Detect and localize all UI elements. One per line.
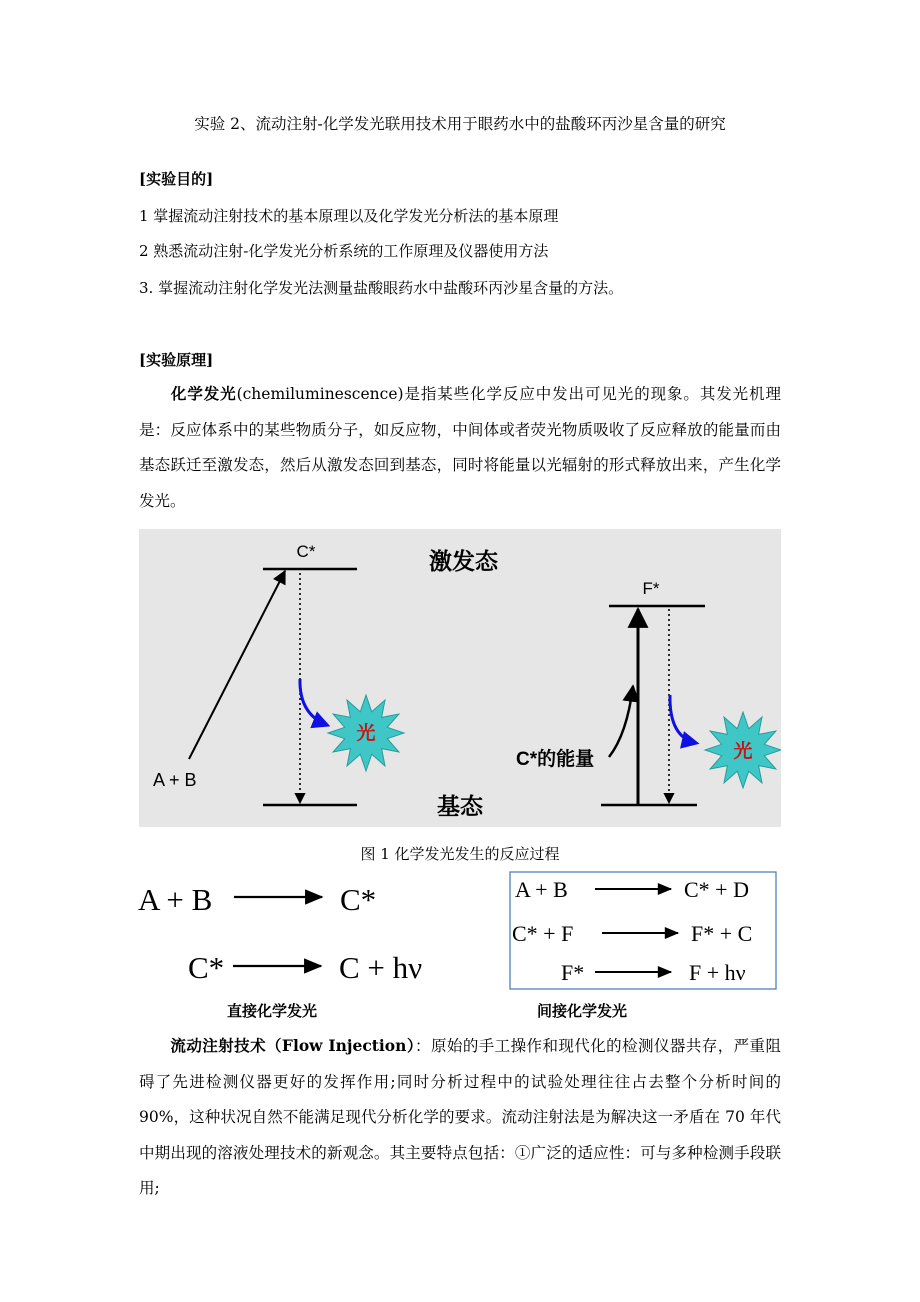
direct-cl-equations [132,866,462,988]
chemiluminescence-diagram [139,529,781,827]
flow-injection-term: 流动注射技术（Flow Injection） [170,1036,416,1055]
flow-injection-paragraph [139,1028,781,1207]
c-star-label: C* [296,542,316,561]
purpose-item-1: 1 掌握流动注射技术的基本原理以及化学发光分析法的基本原理 [139,207,559,225]
c-energy-label: C*的能量 [516,749,595,770]
indirect-cl-equations [509,871,778,991]
ab-label: A + B [153,770,197,790]
excited-state-label: 激发态 [429,549,498,574]
purpose-item-2: 2 熟悉流动注射-化学发光分析系统的工作原理及仪器使用方法 [139,242,549,260]
cl-text: (chemiluminescence)是指某些化学反应中发出可见光的现象。其发光机理是：反应体系中的某些物质分子，如反应物，中间体或者荧光物质吸收了反应释放的能量而由基态跃迁至激发态，然后从激发态回到基态，同时将能量以光辐射的形式释放出来，产生化学发光。 [139,385,781,510]
principle-paragraph [139,376,781,519]
cl-term: 化学发光 [170,384,237,403]
direct-line1-right: C* [340,882,377,917]
light-text-left: 光 [356,723,376,744]
purpose-heading: [实验目的] [139,170,214,188]
indirect-line2-left: C* + F [512,921,574,946]
indirect-line3-right: F + hν [689,960,746,985]
purpose-item-3: 3. 掌握流动注射化学发光法测量盐酸眼药水中盐酸环丙沙星含量的方法。 [139,279,624,297]
light-text-right: 光 [733,741,753,762]
principle-heading: [实验原理] [139,351,214,369]
indirect-line1-left: A + B [515,877,568,902]
flow-injection-text: ：原始的手工操作和现代化的检测仪器共存，严重阻碍了先进检测仪器更好的发挥作用;同时分析过程中的试验处理往往占去整个分析时间的 90%，这种状况自然不能满足现代分析化学的要求。流动注射法是为解决这一矛盾在 70 年代中期出现的溶液处理技术的新观念。其主要特点包括：①广泛的适应性：可与多种检测手段联用; [139,1037,781,1197]
direct-line2-left: C* [188,950,225,985]
page-title: 实验 2、流动注射-化学发光联用技术用于眼药水中的盐酸环丙沙星含量的研究 [194,115,726,133]
f-star-label: F* [642,579,660,598]
figure-caption: 图 1 化学发光发生的反应过程 [360,845,560,863]
ground-state-label: 基态 [437,794,483,819]
indirect-cl-label: 间接化学发光 [537,1002,628,1020]
direct-cl-label: 直接化学发光 [227,1002,318,1020]
direct-line1-left: A + B [138,882,213,917]
indirect-line1-right: C* + D [684,877,749,902]
indirect-line3-left: F* [561,960,585,985]
indirect-line2-right: F* + C [691,921,753,946]
direct-line2-right: C + hν [339,950,423,985]
